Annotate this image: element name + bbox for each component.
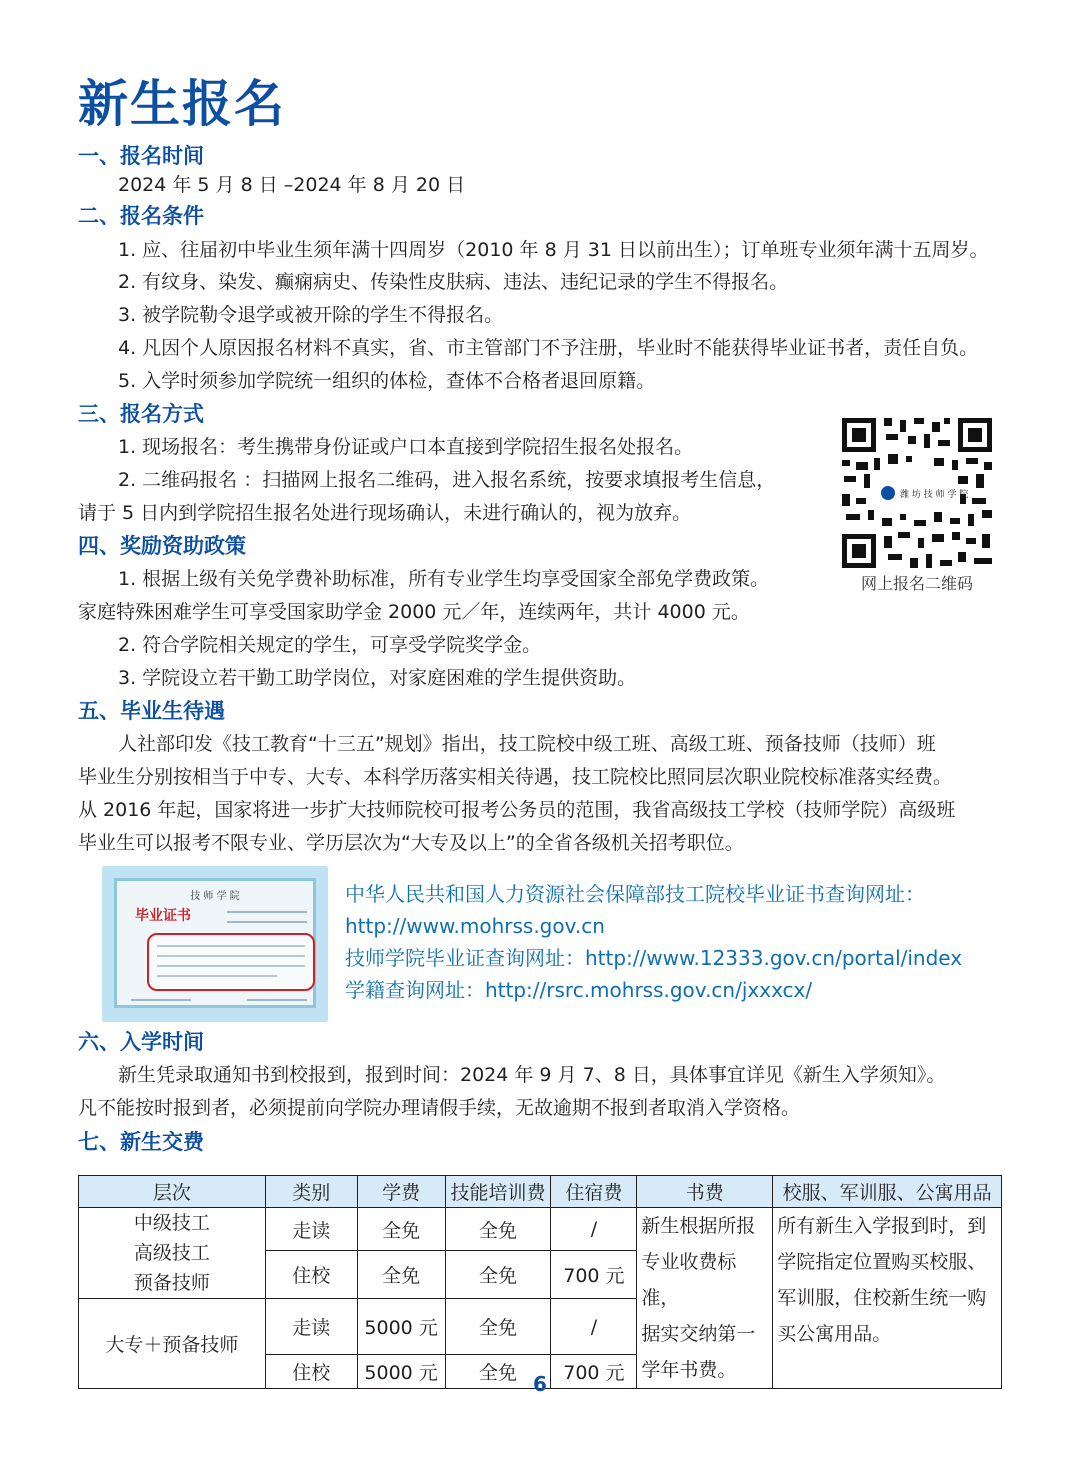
method-item: 1. 现场报名：考生携带身份证或户口本直接到学院招生报名处报名。 [118, 436, 694, 458]
table-row [79, 1208, 1002, 1251]
dorm-fee-cell: / [551, 1299, 637, 1355]
tuition-cell: 全免 [357, 1251, 445, 1299]
skill-fee-cell: 全免 [445, 1299, 551, 1355]
condition-item: 5. 入学时须参加学院统一组织的体检，查体不合格者退回原籍。 [118, 370, 656, 392]
tuition-cell: 5000 元 [357, 1355, 445, 1389]
section-heading-financial-aid: 四、奖励资助政策 [78, 534, 246, 558]
dorm-fee-cell: 700 元 [551, 1251, 637, 1299]
diploma-school-name: 技 师 学 院 [190, 891, 240, 902]
skill-fee-cell: 全免 [445, 1208, 551, 1251]
aid-item: 2. 符合学院相关规定的学生，可享受学院奖学金。 [118, 634, 542, 656]
fee-table [78, 1175, 1002, 1389]
header-book-fee: 书费 [637, 1176, 773, 1208]
benefits-paragraph-line: 从 2016 年起，国家将进一步扩大技师院校可报考公务员的范围，我省高级技工学校（技师学院）高级班 [78, 799, 956, 821]
enrollment-text-line: 凡不能按时报到者，必须提前向学院办理请假手续，无故逾期不报到者取消入学资格。 [78, 1097, 801, 1119]
book-fee-cell: 新生根据所报 专业收费标准， 据实交纳第一 学年书费。 [637, 1208, 773, 1389]
type-cell: 住校 [265, 1355, 357, 1389]
benefits-paragraph-line: 毕业生可以报考不限专业、学历层次为“大专及以上”的全省各级机关招考职位。 [78, 832, 744, 854]
type-cell: 走读 [265, 1208, 357, 1251]
type-cell: 走读 [265, 1299, 357, 1355]
header-type: 类别 [265, 1176, 357, 1208]
condition-item: 4. 凡因个人原因报名材料不真实，省、市主管部门不予注册，毕业时不能获得毕业证书者，责任自负。 [118, 337, 979, 359]
tuition-cell: 全免 [357, 1208, 445, 1251]
header-skill-fee: 技能培训费 [445, 1176, 551, 1208]
page-number: 6 [533, 1372, 547, 1396]
skill-fee-cell: 全免 [445, 1355, 551, 1389]
aid-item: 1. 根据上级有关免学费补助标准，所有专业学生均享受国家全部免学费政策。 [118, 568, 770, 590]
table-header-row [79, 1176, 1002, 1208]
mohrss-link[interactable]: http://www.mohrss.gov.cn [345, 914, 605, 938]
level-cell-technician: 中级技工 高级技工 预备技师 [79, 1208, 266, 1299]
query-link-label: 中华人民共和国人力资源社会保障部技工院校毕业证书查询网址： [345, 882, 925, 906]
diploma-highlight-box [147, 933, 315, 991]
section-heading-enrollment-time: 六、入学时间 [78, 1030, 204, 1054]
diploma-query-link[interactable]: 技师学院毕业证查询网址：http://www.12333.gov.cn/portal/index [345, 946, 963, 970]
section-heading-registration-method: 三、报名方式 [78, 402, 204, 426]
dorm-fee-cell: / [551, 1208, 637, 1251]
enrollment-text-line: 新生凭录取通知书到校报到，报到时间：2024 年 9 月 7、8 日，具体事宜详见《新生入学须知》。 [118, 1064, 946, 1086]
condition-item: 3. 被学院勒令退学或被开除的学生不得报名。 [118, 304, 504, 326]
section-heading-registration-conditions: 二、报名条件 [78, 204, 204, 228]
section-heading-registration-time: 一、报名时间 [78, 144, 204, 168]
qr-caption: 网上报名二维码 [860, 574, 973, 593]
level-cell-college: 大专＋预备技师 [79, 1299, 266, 1389]
page-title: 新生报名 [78, 75, 286, 133]
qr-logo-text: 潍 坊 技 师 学 院 [900, 490, 969, 500]
header-tuition: 学费 [357, 1176, 445, 1208]
diploma-title: 毕业证书 [135, 908, 191, 924]
section-heading-graduate-benefits: 五、毕业生待遇 [78, 699, 225, 723]
header-dorm-fee: 住宿费 [551, 1176, 637, 1208]
aid-item-continued: 家庭特殊困难学生可享受国家助学金 2000 元／年，连续两年，共计 4000 元。 [78, 601, 750, 623]
benefits-paragraph-line: 人社部印发《技工教育“十三五”规划》指出，技工院校中级工班、高级工班、预备技师（技师）班 [118, 733, 936, 755]
tuition-cell: 5000 元 [357, 1299, 445, 1355]
condition-item: 1. 应、往届初中毕业生须年满十四周岁（2010 年 8 月 31 日以前出生）；订单班专业须年满十五周岁。 [118, 239, 989, 261]
benefits-paragraph-line: 毕业生分别按相当于中专、大专、本科学历落实相关待遇，技工院校比照同层次职业院校标准落实经费。 [78, 766, 953, 788]
header-level: 层次 [79, 1176, 266, 1208]
section-heading-fees: 七、新生交费 [78, 1130, 204, 1154]
diploma-image [102, 866, 328, 1022]
dorm-fee-cell: 700 元 [551, 1355, 637, 1389]
aid-item: 3. 学院设立若干勤工助学岗位，对家庭困难的学生提供资助。 [118, 667, 637, 689]
method-item-continued: 请于 5 日内到学院招生报名处进行现场确认，未进行确认的，视为放弃。 [78, 502, 692, 524]
condition-item: 2. 有纹身、染发、癫痫病史、传染性皮肤病、违法、违纪记录的学生不得报名。 [118, 271, 789, 293]
qr-code-icon[interactable] [838, 414, 996, 572]
method-item: 2. 二维码报名 ：扫描网上报名二维码，进入报名系统，按要求填报考生信息， [118, 469, 776, 491]
type-cell: 住校 [265, 1251, 357, 1299]
student-record-link[interactable]: 学籍查询网址：http://rsrc.mohrss.gov.cn/jxxxcx/ [345, 978, 813, 1002]
registration-time-text: 2024 年 5 月 8 日 –2024 年 8 月 20 日 [118, 174, 466, 196]
skill-fee-cell: 全免 [445, 1251, 551, 1299]
uniform-cell: 所有新生入学报到时，到 学院指定位置购买校服、 军训服，住校新生统一购 买公寓用品。 [773, 1208, 1002, 1389]
header-uniform: 校服、军训服、公寓用品 [773, 1176, 1002, 1208]
